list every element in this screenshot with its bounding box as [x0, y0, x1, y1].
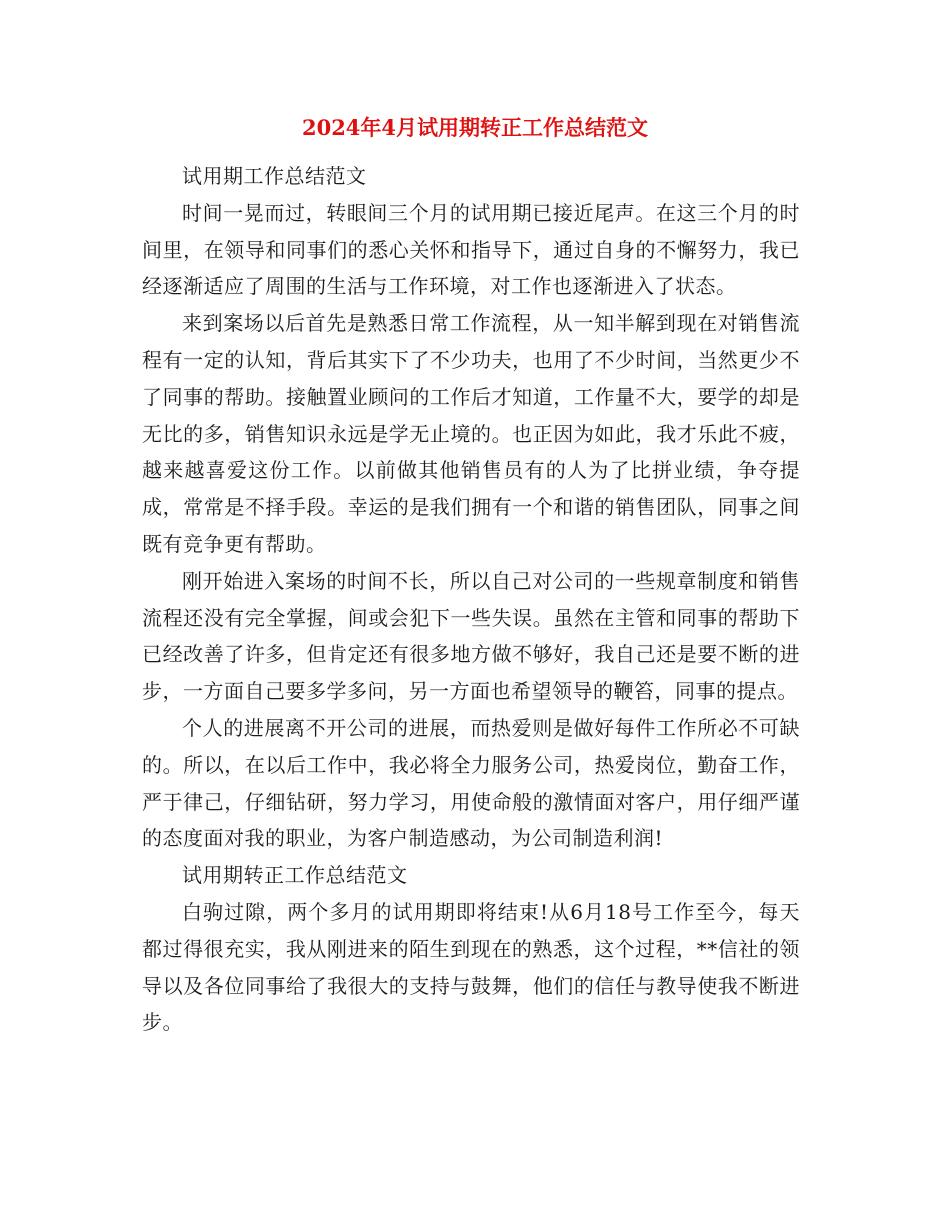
paragraph-4: 个人的进展离不开公司的进展，而热爱则是做好每件工作所必不可缺的。所以，在以后工作中，我必将全力服务公司，热爱岗位，勤奋工作，严于律己，仔细钻研，努力学习，用使命般的激情面对客户，用仔细严谨的态度面对我的职业，为客户制造感动，为公司制造利润! — [142, 715, 800, 851]
paragraph-3: 刚开始进入案场的时间不长，所以自己对公司的一些规章制度和销售流程还没有完全掌握，间或会犯下一些失误。虽然在主管和同事的帮助下已经改善了许多，但肯定还有很多地方做不够好，我自己还是要不断的进步，一方面自己要多学多问，另一方面也希望领导的鞭笞，同事的提点。 — [142, 568, 800, 704]
section-heading-2: 试用期转正工作总结范文 — [182, 863, 408, 888]
paragraph-1: 时间一晃而过，转眼间三个月的试用期已接近尾声。在这三个月的时间里，在领导和同事们的悉心关怀和指导下，通过自身的不懈努力，我已经逐渐适应了周围的生活与工作环境，对工作也逐渐进入了状态。 — [142, 200, 800, 299]
paragraph-5: 白驹过隙，两个多月的试用期即将结束!从6月18号工作至今，每天都过得很充实，我从刚进来的陌生到现在的熟悉，这个过程，**信社的领导以及各位同事给了我很大的支持与鼓舞，他们的信任与教导使我不断进步。 — [142, 899, 800, 1035]
document-body — [142, 158, 800, 1041]
document-title: 2024年4月试用期转正工作总结范文 — [301, 115, 649, 140]
paragraph-2: 来到案场以后首先是熟悉日常工作流程，从一知半解到现在对销售流程有一定的认知，背后其实下了不少功夫，也用了不少时间，当然更少不了同事的帮助。接触置业顾问的工作后才知道，工作量不大，要学的却是无比的多，销售知识永远是学无止境的。也正因为如此，我才乐此不疲，越来越喜爱这份工作。以前做其他销售员有的人为了比拼业绩，争夺提成，常常是不择手段。幸运的是我们拥有一个和谐的销售团队，同事之间既有竞争更有帮助。 — [142, 311, 800, 556]
section-heading-1: 试用期工作总结范文 — [182, 164, 367, 188]
